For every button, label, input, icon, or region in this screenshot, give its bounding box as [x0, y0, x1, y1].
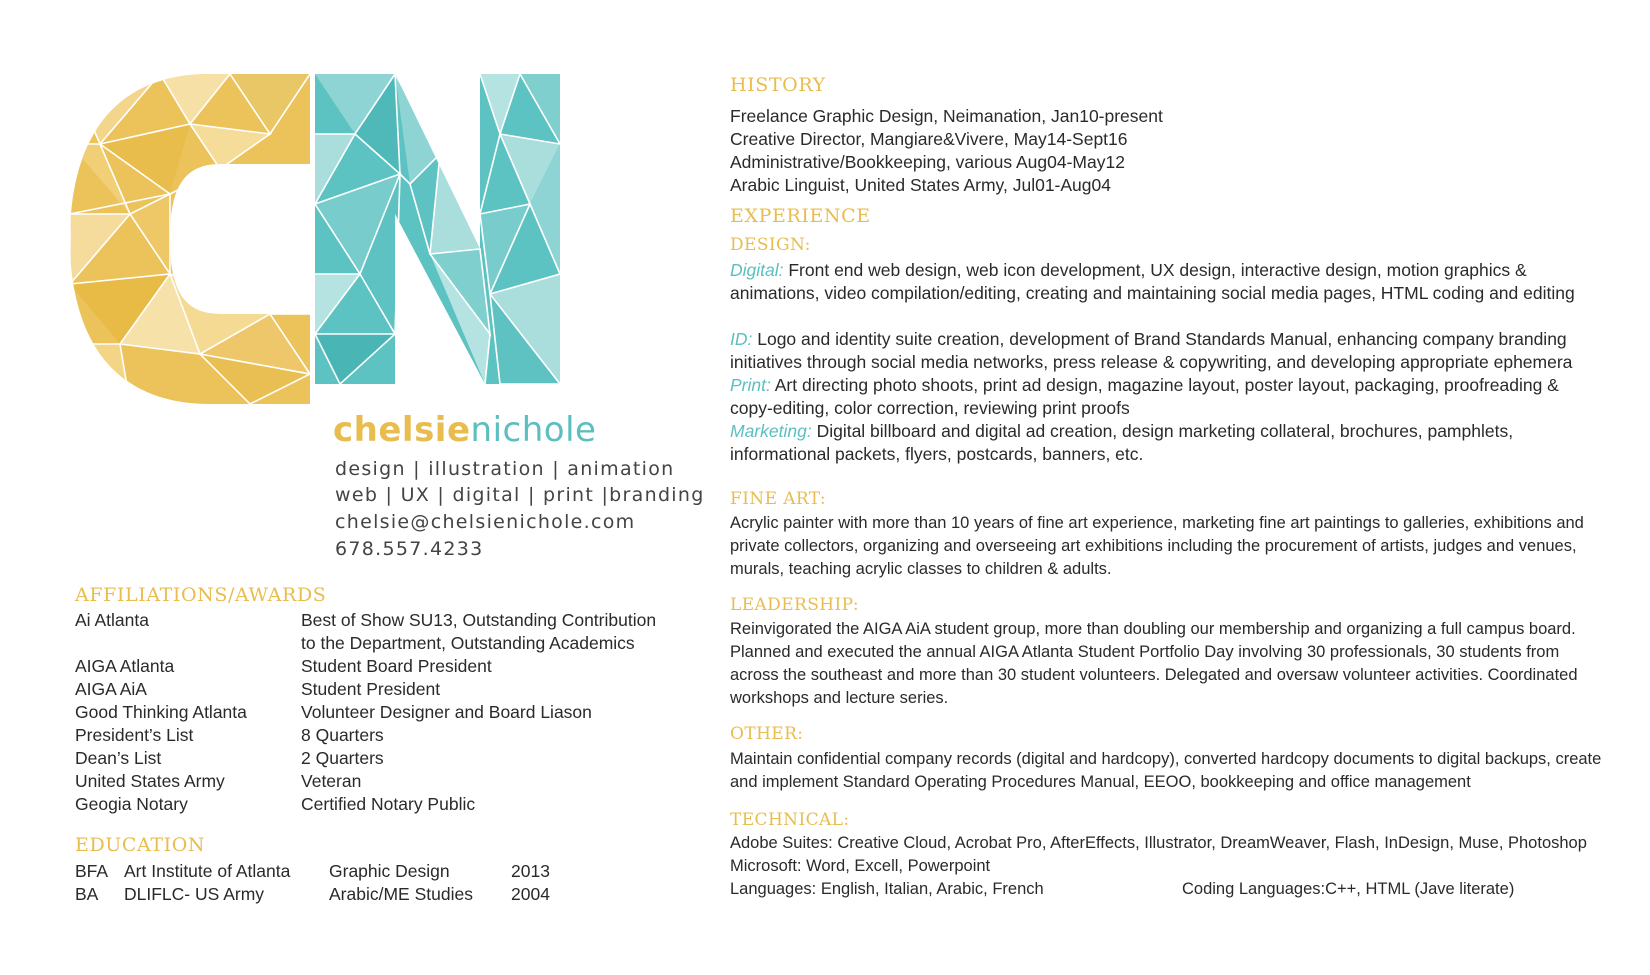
affiliation-award: Volunteer Designer and Board Liason: [301, 702, 592, 722]
affiliation-row: [75, 725, 715, 748]
affiliation-row: [75, 610, 715, 633]
affiliation-award: Veteran: [301, 771, 362, 791]
affiliation-org: AIGA AiA: [75, 679, 147, 699]
education-school: DLIFLC- US Army: [124, 884, 265, 904]
education-degree: BFA: [75, 861, 109, 881]
affiliation-award: Certified Notary Public: [301, 794, 476, 814]
affiliation-row: [75, 633, 715, 656]
id-text: Logo and identity suite creation, development of Brand Standards Manual, enhancing company branding initiatives through social media networks, press release & copywriting, and developing appropriate ephemera: [730, 329, 1573, 372]
letter-n: [315, 74, 560, 404]
letter-c: [70, 74, 310, 404]
brand-wordmark: [333, 410, 596, 450]
leadership-text: Reinvigorated the AIGA AiA student group, more than doubling our membership and organizing a full campus board. Planned and executed the annual AIGA Atlanta Student Portfolio Day involving 30 professionals, 30 students from across the southeast and more than 30 student volunteers. Delegated and oversaw volunteer activities. Coordinated workshops and lecture series.: [730, 620, 1578, 707]
print-paragraph: [730, 374, 1585, 420]
affiliation-award: 2 Quarters: [301, 748, 384, 768]
other-heading: OTHER:: [730, 724, 804, 744]
affiliation-row: [75, 794, 715, 817]
digital-paragraph: [730, 259, 1585, 305]
brand-last-name: nichole: [470, 410, 597, 450]
print-label: Print:: [730, 375, 771, 395]
marketing-label: Marketing:: [730, 421, 812, 441]
affiliation-org: Dean’s List: [75, 748, 162, 768]
history-item: Creative Director, Mangiare&Vivere, May14-Sept16: [730, 129, 1128, 149]
affiliation-award: 8 Quarters: [301, 725, 384, 745]
affiliation-award: Student Board President: [301, 656, 492, 676]
fine-art-text: Acrylic painter with more than 10 years of fine art experience, marketing fine art paintings to galleries, exhibitions and private collectors, organizing and overseeing art exhibitions including the procurement of artists, judges and venues, murals, teaching acrylic classes to children & adults.: [730, 514, 1584, 578]
history-item: Administrative/Bookkeeping, various Aug04-May12: [730, 152, 1125, 172]
email[interactable]: chelsie@chelsienichole.com: [335, 511, 636, 533]
services-line-1: design | illustration | animation: [335, 458, 675, 480]
education-heading: EDUCATION: [75, 834, 206, 856]
affiliation-row: [75, 702, 715, 725]
technical-line: Adobe Suites: Creative Cloud, Acrobat Pro, AfterEffects, Illustrator, DreamWeaver, Flash, InDesign, Muse, Photoshop: [730, 834, 1587, 852]
history-heading: HISTORY: [730, 74, 826, 96]
education-field: Arabic/ME Studies: [329, 884, 473, 904]
history-item: Arabic Linguist, United States Army, Jul01-Aug04: [730, 175, 1111, 195]
education-row: [75, 861, 715, 884]
education-year: 2004: [511, 884, 550, 904]
digital-text: Front end web design, web icon development, UX design, interactive design, motion graphics & animations, video compilation/editing, creating and maintaining social media pages, HTML coding and editing: [730, 260, 1575, 303]
affiliation-row: [75, 656, 715, 679]
services-line-2: web | UX | digital | print |branding: [335, 484, 705, 506]
leadership-heading: LEADERSHIP:: [730, 595, 859, 615]
experience-heading: EXPERIENCE: [730, 205, 871, 227]
history-item: Freelance Graphic Design, Neimanation, Jan10-present: [730, 106, 1163, 126]
affiliation-row: [75, 679, 715, 702]
languages-line: Languages: English, Italian, Arabic, French: [730, 880, 1044, 898]
coding-languages-line: Coding Languages:C++, HTML (Jave literate): [1182, 880, 1515, 898]
education-field: Graphic Design: [329, 861, 450, 881]
brand-first-name: chelsie: [333, 410, 471, 450]
affiliation-award: Student President: [301, 679, 441, 699]
education-school: Art Institute of Atlanta: [124, 861, 291, 881]
affiliations-heading: AFFILIATIONS/AWARDS: [75, 584, 327, 606]
affiliation-org: AIGA Atlanta: [75, 656, 175, 676]
marketing-text: Digital billboard and digital ad creation, design marketing collateral, brochures, pamphlets, informational packets, flyers, postcards, banners, etc.: [730, 421, 1514, 464]
education-degree: BA: [75, 884, 99, 904]
technical-line: Microsoft: Word, Excell, Powerpoint: [730, 857, 991, 875]
cn-monogram-logo: [70, 74, 570, 404]
id-paragraph: [730, 328, 1585, 374]
technical-heading: TECHNICAL:: [730, 810, 850, 830]
phone-number: 678.557.4233: [335, 538, 484, 560]
digital-label: Digital:: [730, 260, 784, 280]
affiliation-org: President’s List: [75, 725, 194, 745]
affiliation-org: Geogia Notary: [75, 794, 188, 814]
other-text: Maintain confidential company records (digital and hardcopy), converted hardcopy documents to digital backups, create and implement Standard Operating Procedures Manual, EEOO, bookkeeping and office management: [730, 750, 1602, 791]
id-label: ID:: [730, 329, 753, 349]
marketing-paragraph: [730, 420, 1585, 466]
print-text: Art directing photo shoots, print ad design, magazine layout, poster layout, packaging, proofreading & copy-editing, color correction, reviewing print proofs: [730, 375, 1559, 418]
fine-art-heading: FINE ART:: [730, 489, 827, 509]
affiliation-org: Good Thinking Atlanta: [75, 702, 247, 722]
affiliation-org: United States Army: [75, 771, 225, 791]
design-heading: DESIGN:: [730, 235, 811, 255]
affiliation-org: Ai Atlanta: [75, 610, 149, 630]
education-row: [75, 884, 715, 907]
affiliation-award: to the Department, Outstanding Academics: [301, 633, 635, 653]
education-year: 2013: [511, 861, 550, 881]
affiliation-row: [75, 771, 715, 794]
affiliation-row: [75, 748, 715, 771]
affiliation-award: Best of Show SU13, Outstanding Contribution: [301, 610, 657, 630]
